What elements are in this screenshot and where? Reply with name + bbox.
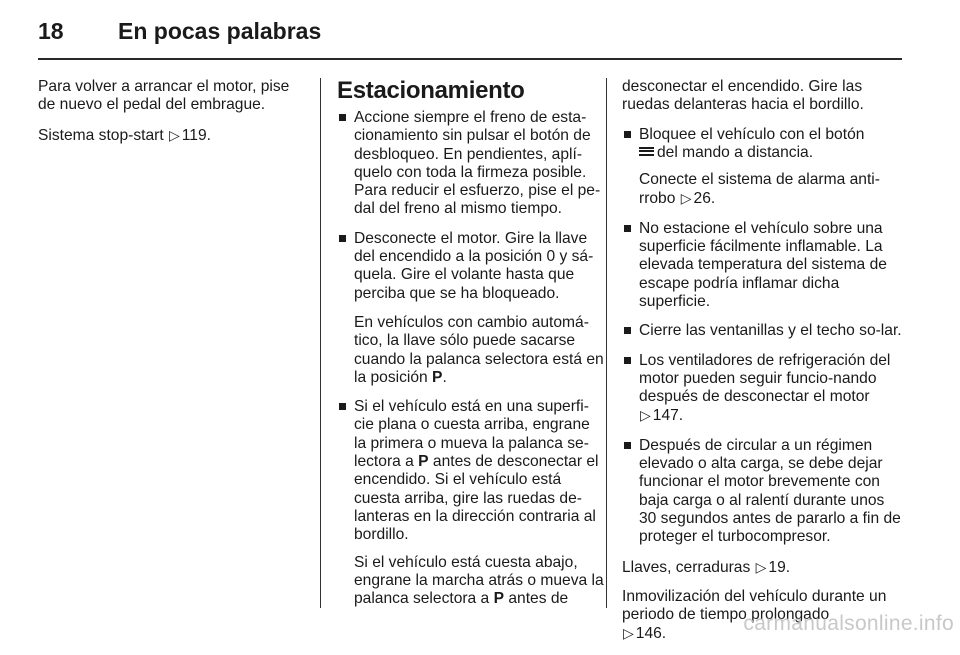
list-item-text: del mando a distancia. (657, 143, 814, 161)
list-item-text: Los ventiladores de refrigeración del motor pueden seguir funcio-nando después de desconectar el motor (639, 351, 891, 406)
section-heading: Estacionamiento (337, 77, 525, 104)
reference-text: Inmovilización del vehículo durante un periodo de tiempo prolongado (622, 587, 887, 624)
list-item (622, 322, 904, 340)
cross-reference (38, 126, 306, 145)
list-item-text: Cierre las ventanillas y el techo so-lar. (639, 322, 902, 340)
column-middle (337, 78, 605, 619)
reference-page: 26. (693, 190, 716, 208)
reference-page: 146. (635, 625, 667, 643)
reference-arrow-icon: ▷ (640, 407, 651, 424)
gear-position-p: P (432, 368, 443, 386)
list-item-note (354, 554, 605, 609)
reference-page: 119. (181, 126, 211, 144)
note-text: antes de (508, 590, 569, 608)
bullet-square-icon (624, 225, 631, 232)
bullet-square-icon (339, 403, 346, 410)
reference-page: 147. (652, 407, 684, 425)
note-text: En vehículos con cambio automá-tico, la llave sólo puede sacarse cuando la palanca selectora está en la posición (354, 313, 604, 386)
list-item (622, 352, 904, 426)
cross-reference (622, 558, 904, 577)
page-header (0, 0, 960, 60)
bullet-square-icon (624, 357, 631, 364)
list-item-text: Desconecte el motor. Gire la llave del encendido a la posición 0 y sá-quela. Gire el volante hasta que perciba que se ha bloqueado. (354, 229, 594, 302)
list-item-note: En vehículos con cambio automá-tico, la llave sólo puede sacarse cuando la palanca selectora está en la posición P. (354, 313, 604, 386)
list-item-text: Accione siempre el freno de esta-cionamiento sin pulsar el botón de desbloqueo. En pendientes, aplí-quelo con toda la firmeza posible. Para reducir el esfuerzo, pise el pe-dal del freno al mismo tiempo. (354, 109, 601, 218)
column-divider (606, 78, 607, 608)
list-item-note (639, 171, 904, 209)
list-item-text: Bloquee el vehículo con el botón (639, 125, 865, 143)
reference-arrow-icon: ▷ (755, 558, 767, 575)
list-item (337, 230, 605, 387)
reference-page: 19. (768, 558, 791, 576)
watermark: carmanualsonline.info (743, 612, 954, 635)
list-item (622, 220, 904, 311)
paragraph: Para volver a arrancar el motor, pise de nuevo el pedal del embrague. (38, 78, 290, 114)
list-item (337, 398, 605, 608)
note-text: Conecte el sistema de alarma anti-rrobo (639, 171, 880, 208)
header-divider (38, 58, 902, 60)
page-number: 18 (38, 18, 64, 44)
reference-arrow-icon: ▷ (623, 625, 634, 642)
reference-text: Llaves, cerraduras (622, 558, 751, 576)
column-left (38, 78, 306, 156)
reference-arrow-icon: ▷ (680, 190, 692, 207)
list-item-text: No estacione el vehículo sobre una superficie fácilmente inflamable. La elevada temperatura del sistema de escape podría inflamar dicha superficie. (639, 219, 887, 310)
bullet-square-icon (624, 442, 631, 449)
column-right (622, 78, 904, 655)
bullet-square-icon (339, 235, 346, 242)
list-item-text: Después de circular a un régimen elevado o alta carga, se debe dejar funcionar el motor brevemente con baja carga o al ralentí durante unos 30 segundos antes de pararlo a fin de proteger el turbocompresor. (639, 436, 901, 546)
note-text: Si el vehículo está cuesta abajo, engrane la marcha atrás o mueva la palanca selectora a (354, 553, 604, 608)
reference-text: Sistema stop-start (38, 126, 164, 144)
page-title: En pocas palabras (118, 18, 322, 44)
reference-arrow-icon: ▷ (169, 126, 180, 143)
bullet-square-icon (339, 114, 346, 121)
bullet-square-icon (624, 327, 631, 334)
gear-position-p: P (493, 590, 504, 608)
paragraph-continued: desconectar el encendido. Gire las ruedas delanteras hacia el bordillo. (622, 78, 864, 114)
bullet-square-icon (624, 131, 631, 138)
list-item (337, 109, 605, 219)
gear-position-p: P (418, 453, 429, 471)
column-divider (320, 78, 321, 608)
key-lock-button-icon (639, 147, 654, 156)
list-item-text: Si el vehículo está en una superfi-cie plana o cuesta arriba, engrane la primera o mueva la palanca se-lectora a (354, 398, 590, 471)
list-item (622, 126, 904, 209)
list-item-text: antes de desconectar el encendido. Si el vehículo está cuesta arriba, gire las ruedas de-lanteras en la dirección contraria al bordillo. (354, 453, 599, 544)
list-item (622, 437, 904, 547)
